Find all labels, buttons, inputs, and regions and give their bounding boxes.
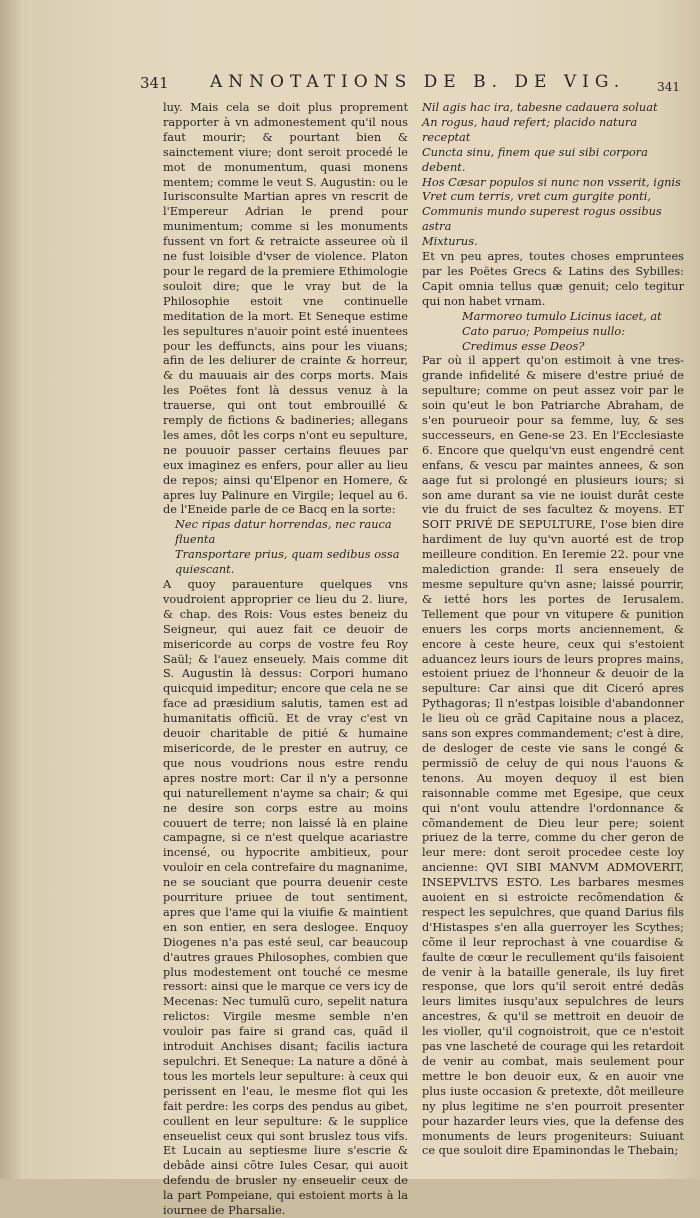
verse-line: Communis mundo superest rogus ossibus astra bbox=[422, 204, 662, 234]
verse-line: Nil agis hac ira, tabesne cadauera soluat bbox=[422, 100, 658, 114]
verse-line: An rogus, haud refert; placido natura receptat bbox=[422, 114, 638, 144]
paragraph: luy. Mais cela se doit plus proprement rapporter à vn admonestement qu'il nous faut mourir; & pourtant bien & sainctement viure; dont seroit procedé le mot de monumentum, quasi monens mentem; comme le veut S. Augustin: ou le Iurisconsulte Martian apres vn rescrit de l'Empereur Adrian le prend pour munimentum; comme si les monuments fussent vn fort & retraicte asseuree où il ne fust loisible d'vser de violence. Platon pour le regard de la premiere Ethimologie souloit dire; que le vray but de la Philosophie estoit vne continuelle meditation de la mort. Et Seneque estime les sepultures n'auoir point esté inuentees pour les deffuncts, ains pour les viuans; afin de les deliurer de crainte & horreur, & du mauuais air des corps morts. Mais les Poëtes font là dessus venuz à la trauerse, qui ont tout embrouillé & remply de fictions & badineries; allegans les ames, dôt les corps n'ont eu sepulture, ne pouuoir passer certains fleuues par eux imaginez es enfers, pour aller au lieu de repos; ainsi qu'Elpenor en Homere, & apres luy Palinure en Virgile; lequel au 6. de l'Eneide parle de ce Bacq en la sorte: bbox=[163, 100, 408, 517]
verse-line: Cuncta sinu, finem que sui sibi corpora debent. bbox=[422, 144, 648, 174]
verse-line: Marmoreo tumulo Licinus iacet, at Cato paruo; Pompeius nullo: Credimus esse Deos? bbox=[462, 308, 662, 353]
verse-line: Vret cum terris, vret cum gurgite ponti, bbox=[422, 189, 651, 204]
right-text-column bbox=[422, 100, 684, 1160]
page-number-right: 341 bbox=[657, 80, 680, 94]
running-header bbox=[140, 72, 680, 96]
verse-line: Transportare prius, quam sedibus ossa quiescant. bbox=[175, 547, 400, 577]
paragraph: A quoy parauenture quelques vns voudroient approprier ce lieu du 2. liure, & chap. des Rois: Vous estes beneiz du Seigneur, qui auez fait ce deuoir de misericorde au corps de vostre feu Roy Saül; & l'auez enseuely. Mais comme dit S. Augustin là dessus: Corpori humano quicquid impeditur; encore que cela ne se face ad præsidium salutis, tamen est ad humanitatis officiũ. Et de vray c'est vn deuoir charitable de pitié & humaine misericorde, de le prester en autruy, ce que nous voudrions nous estre rendu apres nostre mort: Car il n'y a personne qui naturellement n'ayme sa chair; & qui ne desire son corps estre au moins couuert de terre; non laissé là en plaine campagne, si ce n'est quelque acariastre incensé, ou hypocrite ambitieux, pour vouloir en cela contrefaire du magnanime, ne se souciant que pourra deuenir ceste pourriture priuee de tout sentiment, apres que l'ame qui la viuifie & maintient en son entier, en sera deslogee. Enquoy Diogenes n'a pas esté seul, car beaucoup d'autres graues Philosophes, combien que plus modestement ont touché ce mesme ressort: ainsi que le marque ce vers icy de Mecenas: Nec tumulũ curo, sepelit natura relictos: Virgile mesme semble n'en vouloir pas faire si grand cas, quãd il introduit Anchises disant; facilis iactura sepulchri. Et Seneque: La nature a dõné à tous les mortels leur sepulture: à ceux qui perissent en l'eau, le mesme flot qui les fait perdre: les corps des pendus au gibet, coullent en leur sepulture: & le supplice enseuelist ceux qui sont bruslez tous vifs. Et Lucain au septiesme liure s'escrie & debâde ainsi cõtre Iules Cesar, qui auoit defendu de brusler ny enseuelir ceux de la part Pompeiane, qui estoient morts à la iournee de Pharsalie. bbox=[163, 577, 408, 1218]
left-text-column bbox=[163, 100, 408, 1218]
running-title: ANNOTATIONS DE B. DE VIG. bbox=[210, 72, 626, 92]
verse-line: Mixturus. bbox=[422, 234, 478, 249]
paragraph: Par où il appert qu'on estimoit à vne tres-grande infidelité & misere d'estre priué de sepulture; comme on peut assez voir par le soin qu'eut le bon Patriarche Abraham, de s'en pourueoir pour sa femme, luy, & ses successeurs, en Gene-se 23. En l'Ecclesiaste 6. Encore que quelqu'vn eust engendré cent enfans, & vescu par maintes annees, & son aage fut si prolongé en plusieurs iours; si son ame durant sa vie ne iouist durât ceste vie du fruict de ses facultez & moyens. ET SOIT PRIVÉ DE SEPULTURE, I'ose bien dire hardiment de luy qu'vn auorté est de trop meilleure condition. En Ieremie 22. pour vne malediction grande: Il sera enseuely de mesme sepulture qu'vn asne; laissé pourrir, & ietté hors les portes de Ierusalem. Tellement que pour vn vitupere & punition enuers les corps morts anciennement, & encore à ceste heure, ceux qui s'estoient aduancez leurs iours de leurs propres mains, estoient priuez de l'honneur & deuoir de la sepulture: Car ainsi que dit Ciceró apres Pythagoras; Il n'estpas loisible d'abandonner le lieu où ce grãd Capitaine nous a placez, sans son expres commandement; c'est à dire, de desloger de ceste vie sans le congé & permissiõ de celuy de qui nous l'auons & tenons. Au moyen dequoy il est bien raisonnable comme met Egesipe, que ceux qui n'ont voulu attendre l'ordonnance & cõmandement de Dieu leur pere; soient priuez de la terre, comme du cher geron de leur mere: dont seroit procedee ceste loy ancienne: QVI SIBI MANVM ADMOVERIT, INSEPVLTVS ESTO. Les barbares mesmes auoient en si estroicte recõmendation & respect les sepulchres, que quand Darius fils d'Histaspes s'en alla guerroyer les Scythes; cõme il leur reprochast à vne couardise & faulte de cœur le recullement qu'ils faisoient de venir à la bataille generale, ils luy firet response, que lors qu'il seroit entré dedãs leurs limites iusqu'aux sepulchres de leurs ancestres, & qu'il se mettroit en deuoir de les violler, qu'il cognoistroit, que ce n'estoit pas vne lascheté de courage qui les retardoit de venir au combat, mais seulement pour mettre le bon deuoir eux, & en auoir vne plus iuste occasion & pretexte, dôt meilleure ny plus legitime ne s'en pourroit presenter pour hazarder leurs vies, que la defense des monuments de leurs progeniteurs: Suiuant ce que souloit dire Epaminondas le Thebain; bbox=[422, 353, 684, 1158]
paragraph: Et vn peu apres, toutes choses empruntees par les Poëtes Grecs & Latins des Sybilles: Capit omnia tellus quæ genuit; celo tegitur qui non habet vrnam. bbox=[422, 249, 684, 308]
verse-line: Hos Cæsar populos si nunc non vsserit, ignis bbox=[422, 174, 681, 189]
page-number-left: 341 bbox=[140, 74, 169, 92]
verse-line: Nec ripas datur horrendas, nec rauca fluenta bbox=[175, 517, 392, 547]
